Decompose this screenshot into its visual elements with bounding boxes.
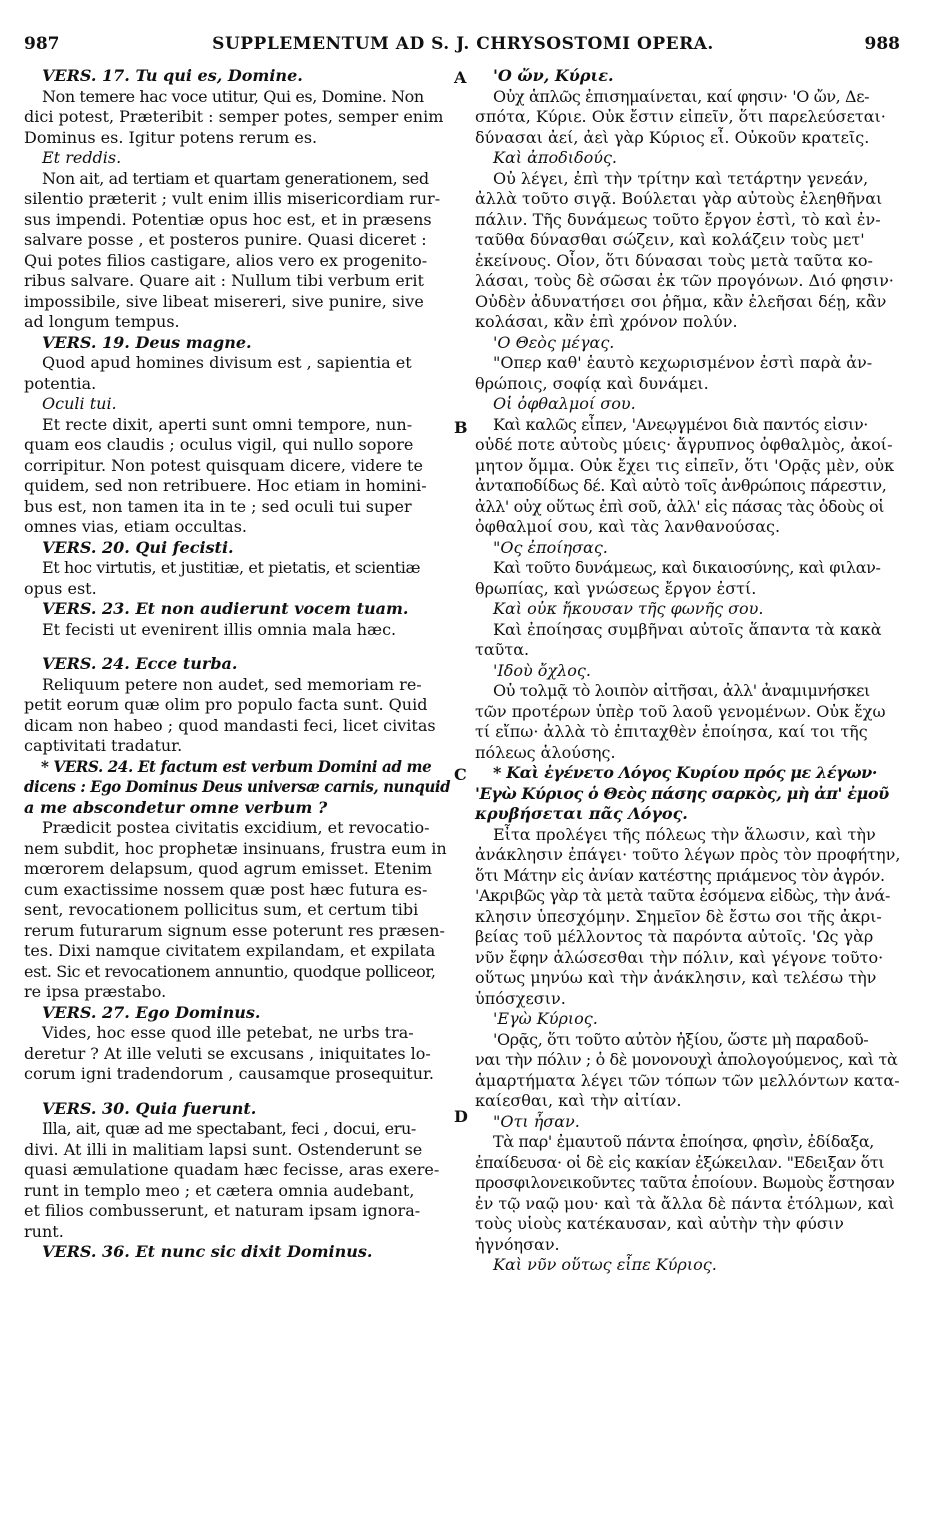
latin-text-line: mœrorem delapsum, quod agrum emisset. Etenim xyxy=(24,859,433,878)
greek-text-line-heading: κρυβήσεται πᾶς Λόγος. xyxy=(475,804,688,823)
latin-text-line: captivitati tradatur. xyxy=(24,736,183,755)
latin-text-line-heading: VERS. 24. Ecce turba. xyxy=(42,654,238,673)
latin-text-line: Non ait, ad tertiam et quartam generationem, sed xyxy=(42,168,429,188)
latin-text-line: quidem, sed non retribuere. Hoc etiam in homini- xyxy=(24,476,427,495)
greek-text-line-heading: 'Ο ὤν, Κύριε. xyxy=(493,66,614,85)
latin-text-line: quam eos claudis ; oculus vigil, qui nullo sopore xyxy=(24,435,414,454)
greek-text-line: Καὶ καλῶς εἶπεν, 'Ανεῳγμένοι διὰ παντός εἰσιν· xyxy=(493,414,868,434)
greek-text-line: 'Ορᾷς, ὅτι τοῦτο αὐτὸν ἠξίου, ὥστε μὴ παραδοῦ- xyxy=(493,1029,869,1049)
latin-text-line: sent, revocationem pollicitus sum, et certum tibi xyxy=(24,900,419,919)
page-number-right: 988 xyxy=(864,34,900,54)
margin-marker-c: C xyxy=(454,765,467,784)
latin-text-line: rerum futurarum signum esse poterunt res præsen- xyxy=(24,920,445,940)
greek-text-line: "Οπερ καθ' ἑαυτὸ κεχωρισμένον ἐστὶ παρὰ ἀν- xyxy=(493,353,873,372)
latin-text-line: et filios combusserunt, et naturam ipsam ignora- xyxy=(24,1201,421,1220)
latin-text-line: deretur ? At ille veluti se excusans , iniquitates lo- xyxy=(24,1043,431,1063)
greek-text-line: πόλεως ἁλούσης. xyxy=(475,742,616,762)
greek-text-line: Τὰ παρ' ἐμαυτοῦ πάντα ἐποίησα, φησὶν, ἐδίδαξα, xyxy=(493,1132,874,1151)
greek-text-line: ἠγνόησαν. xyxy=(475,1234,560,1254)
greek-text-line: 'Ακριβῶς γὰρ τὰ μετὰ ταῦτα ἐσόμενα εἰδὼς, τὴν ἀνά- xyxy=(475,886,890,905)
latin-text-line-heading: * VERS. 24. Et factum est verbum Domini ad me xyxy=(40,756,432,776)
paragraph-gap xyxy=(24,1085,450,1099)
greek-text-line: ἀνταποδίδως δέ. Καὶ αὐτὸ τοῖς ἀνθρώποις πάρεστιν, xyxy=(475,476,887,495)
latin-text-line: Illa, ait, quæ ad me spectabant, feci , docui, eru- xyxy=(42,1119,416,1138)
latin-text-line: potentia. xyxy=(24,373,97,393)
latin-text-line: runt. xyxy=(24,1221,64,1241)
latin-text-line: Vides, hoc esse quod ille petebat, ne urbs tra- xyxy=(42,1023,414,1042)
latin-text-line: Et hoc virtutis, et justitiæ, et pietatis, et scientiæ xyxy=(42,558,421,577)
greek-text-line: ὑπόσχεσιν. xyxy=(475,988,566,1008)
greek-text-line-heading: "Ος ἐποίησας. xyxy=(493,537,608,557)
latin-text-line: Prædicit postea civitatis excidium, et revocatio- xyxy=(42,818,430,837)
greek-text-line: προσφιλονεικοῦντες ταῦτα ἐποίουν. Βωμοὺς ἔστησαν xyxy=(475,1173,895,1192)
latin-text-line: Et fecisti ut evenirent illis omnia mala hæc. xyxy=(42,619,397,639)
greek-text-line-heading: Καὶ νῦν οὕτως εἶπε Κύριος. xyxy=(493,1255,717,1274)
greek-text-line-heading: 'Εγὼ Κύριος. xyxy=(493,1009,598,1028)
greek-text-line: τί εἴπω· ἀλλὰ τὸ ἐπιταχθὲν ἐποίησα, καί τοι τῆς xyxy=(475,722,868,741)
latin-text-line-heading: Et reddis. xyxy=(42,148,122,167)
greek-text-line: ἐκείνους. Οἷον, ὅτι δύνασαι τοὺς μετὰ ταῦτα κο- xyxy=(475,250,873,270)
greek-text-line-heading: Καὶ οὐκ ἤκουσαν τῆς φωνῆς σου. xyxy=(493,599,764,618)
greek-text-line: θρώποις, σοφίᾳ καὶ δυνάμει. xyxy=(475,373,709,393)
latin-text-line: tes. Dixi namque civitatem expilandam, et expilata xyxy=(24,941,436,960)
latin-text-line-heading: VERS. 36. Et nunc sic dixit Dominus. xyxy=(42,1242,373,1261)
greek-text-line-heading: 'Εγὼ Κύριος ὁ Θεὸς πάσης σαρκὸς, μὴ ἀπ' ἐμοῦ xyxy=(475,783,889,803)
latin-text-line: Et recte dixit, aperti sunt omni tempore, nun- xyxy=(42,414,413,434)
latin-text-line: petit eorum quæ olim pro populo facta sunt. Quid xyxy=(24,695,428,714)
greek-text-line: λάσαι, τοὺς δὲ σῶσαι ἐκ τῶν προγόνων. Διό φησιν· xyxy=(475,271,894,290)
greek-text-line-heading: "Οτι ἦσαν. xyxy=(493,1111,580,1131)
latin-text-line: runt in templo meo ; et cætera omnia audebant, xyxy=(24,1180,415,1200)
latin-text-line: cum exactissime nossem quæ post hæc futura es- xyxy=(24,879,428,899)
latin-text-line: Dominus es. Igitur potens rerum es. xyxy=(24,127,318,147)
latin-text-line-heading: VERS. 19. Deus magne. xyxy=(42,332,252,352)
latin-text-line: nem subdit, hoc prophetæ insinuans, frustra eum in xyxy=(24,838,447,858)
greek-text-line: ἐν τῷ ναῷ μου· καὶ τὰ ἄλλα δὲ πάντα ἐτόλμων, καὶ xyxy=(475,1193,895,1213)
greek-text-line: Καὶ ἐποίησας συμβῆναι αὐτοῖς ἅπαντα τὰ κακὰ xyxy=(493,619,882,639)
greek-text-line: Εἶτα προλέγει τῆς πόλεως τὴν ἅλωσιν, καὶ τὴν xyxy=(493,824,876,844)
latin-text-line: corum igni tradendorum , causamque prosequitur. xyxy=(24,1064,434,1083)
latin-column xyxy=(24,66,450,1263)
greek-text-line-heading: Οἱ ὀφθαλμοί σου. xyxy=(493,394,636,413)
latin-text-line-heading: a me abscondetur omne verbum ? xyxy=(24,797,328,817)
greek-text-line: θρωπίας, καὶ γνώσεως ἔργον ἐστί. xyxy=(475,578,757,598)
latin-text-line: impossibile, sive libeat misereri, sive punire, sive xyxy=(24,291,424,311)
greek-text-line: ἐπαίδευσα· οἱ δὲ εἰς κακίαν ἐξώκειλαν. "Εδειξαν ὅτι xyxy=(475,1152,885,1172)
latin-text-line: Reliquum petere non audet, sed memoriam re- xyxy=(42,674,422,694)
greek-text-line: βείας τοῦ μέλλοντος τὰ παρόντα αὐτοῖς. 'Ως γὰρ xyxy=(475,927,874,946)
greek-text-line: οὐδέ ποτε αὐτοὺς μύεις· ἄγρυπνος ὀφθαλμὸς, ἀκοί- xyxy=(475,435,893,454)
greek-text-line: ἁμαρτήματα λέγει τῶν τόπων τῶν μελλόντων κατα- xyxy=(475,1070,900,1090)
greek-text-line: τῶν προτέρων ὑπὲρ τοῦ λαοῦ γενομένων. Οὐκ ἔχω xyxy=(475,701,886,721)
greek-text-line: Οὐ τολμᾷ τὸ λοιπὸν αἰτῆσαι, ἀλλ' ἀναμιμνήσκει xyxy=(493,681,870,700)
margin-marker-a: A xyxy=(454,68,467,87)
greek-text-line: σπότα, Κύριε. Οὐκ ἔστιν εἰπεῖν, ὅτι παρελεύσεται· xyxy=(475,107,886,126)
greek-text-line: ἀλλ' οὐχ οὕτως ἐπὶ σοῦ, ἀλλ' εἰς πάσας τὰς ὁδοὺς οἱ xyxy=(475,496,885,516)
greek-text-line: Οὐχ ἁπλῶς ἐπισημαίνεται, καί φησιν· 'Ο ὤν, Δε- xyxy=(493,86,870,106)
latin-text-line: omnes vias, etiam occultas. xyxy=(24,517,248,536)
greek-text-line: Καὶ τοῦτο δυνάμεως, καὶ δικαιοσύνης, καὶ φιλαν- xyxy=(493,558,881,577)
latin-text-line: salvare posse , et posteros punire. Quasi diceret : xyxy=(24,230,427,249)
paragraph-gap xyxy=(24,640,450,654)
greek-text-line: Οὐ λέγει, ἐπὶ τὴν τρίτην καὶ τετάρτην γενεάν, xyxy=(493,168,869,188)
greek-column xyxy=(475,66,900,1276)
latin-text-line-heading: VERS. 17. Tu qui es, Domine. xyxy=(42,66,303,85)
latin-text-line: Qui potes filios castigare, alios vero ex progenito- xyxy=(24,250,428,270)
greek-text-line: κολάσαι, κἂν ἐπὶ χρόνον πολύν. xyxy=(475,312,738,331)
greek-text-line-heading: 'Ιδοὺ ὄχλος. xyxy=(493,660,591,680)
latin-text-line: corripitur. Non potest quisquam dicere, videre te xyxy=(24,455,423,475)
greek-text-line: ναι τὴν πόλιν ; ὁ δὲ μονονουχὶ ἀπολογούμενος, καὶ τὰ xyxy=(475,1050,898,1069)
running-header: SUPPLEMENTUM AD S. J. CHRYSOSTOMI OPERA. xyxy=(212,34,714,54)
latin-text-line: divi. At illi in malitiam lapsi sunt. Ostenderunt se xyxy=(24,1139,423,1159)
latin-text-line-heading: VERS. 23. Et non audierunt vocem tuam. xyxy=(42,599,409,618)
latin-text-line: bus est, non tamen ita in te ; sed oculi tui super xyxy=(24,496,412,516)
latin-text-line-heading: VERS. 20. Qui fecisti. xyxy=(42,537,234,557)
latin-text-line-heading: VERS. 27. Ego Dominus. xyxy=(42,1002,261,1022)
greek-text-line: καίεσθαι, καὶ τὴν αἰτίαν. xyxy=(475,1091,682,1110)
greek-text-line-heading: 'Ο Θεὸς μέγας. xyxy=(493,332,615,352)
latin-text-line: ad longum tempus. xyxy=(24,312,180,331)
latin-text-line: opus est. xyxy=(24,578,97,598)
greek-text-line: νῦν ἔφην ἁλώσεσθαι τὴν πόλιν, καὶ γέγονε τοῦτο· xyxy=(475,947,884,967)
latin-text-line: silentio præterit ; vult enim illis misericordiam rur- xyxy=(24,189,441,208)
greek-text-line: Οὐδὲν ἀδυνατήσει σοι ῥῆμα, κἂν ἐλεῆσαι δέῃ, κἂν xyxy=(475,291,887,311)
latin-text-line: est. Sic et revocationem annuntio, quodque polliceor, xyxy=(24,961,436,981)
greek-text-line: ταῦτα. xyxy=(475,640,530,659)
greek-text-line: οὕτως μηνύω καὶ τὴν ἀνάκλησιν, καὶ τελέσω τὴν xyxy=(475,968,877,987)
greek-text-line: δύνασαι ἀεί, ἀεὶ γὰρ Κύριος εἶ. Οὐκοῦν κρατεῖς. xyxy=(475,127,870,147)
latin-text-line: Quod apud homines divisum est , sapientia et xyxy=(42,353,412,372)
page-number-left: 987 xyxy=(24,34,60,54)
greek-text-line: ἀνάκλησιν ἐπάγει· τοῦτο λέγων πρὸς τὸν προφήτην, xyxy=(475,845,901,864)
margin-marker-b: B xyxy=(454,418,468,437)
greek-text-line: ὅτι Μάτην εἰς ἀνίαν κατέστης πριάμενος τὸν ἀγρόν. xyxy=(475,865,885,885)
greek-text-line: ταῦθα δύνασθαι σώζειν, καὶ κολάζειν τοὺς μετ' xyxy=(475,230,865,249)
latin-text-line: dicam non habeo ; quod mandasti feci, licet civitas xyxy=(24,715,436,735)
latin-text-line: quasi æmulatione quadam hæc fecisse, aras exere- xyxy=(24,1160,440,1179)
greek-text-line-heading: Καὶ ἀποδιδούς. xyxy=(493,148,618,167)
latin-text-line-heading: Oculi tui. xyxy=(42,394,117,413)
greek-text-line: ὀφθαλμοί σου, καὶ τὰς λανθανούσας. xyxy=(475,517,781,536)
latin-text-line: sus impendi. Potentiæ opus hoc est, et in præsens xyxy=(24,209,432,229)
greek-text-line-heading: * Καὶ ἐγένετο Λόγος Κυρίου πρός με λέγων· xyxy=(493,763,878,782)
latin-text-line: ribus salvare. Quare ait : Nullum tibi verbum erit xyxy=(24,271,424,290)
greek-text-line: ἀλλὰ τοῦτο σιγᾷ. Βούλεται γὰρ αὐτοὺς ἐλεηθῆναι xyxy=(475,189,883,208)
latin-text-line-heading: VERS. 30. Quia fuerunt. xyxy=(42,1098,257,1118)
margin-marker-d: D xyxy=(454,1107,468,1126)
latin-text-line: Non temere hac voce utitur, Qui es, Domine. Non xyxy=(42,86,424,106)
greek-text-line: πάλιν. Τῆς δυνάμεως τοῦτο ἔργον ἐστὶ, τὸ καὶ ἐν- xyxy=(475,209,881,229)
greek-text-line: μητον ὄμμα. Οὐκ ἔχει τις εἰπεῖν, ὅτι 'Ορᾷς μὲν, οὐκ xyxy=(475,455,895,475)
latin-text-line: dici potest, Præteribit : semper potes, semper enim xyxy=(24,107,444,126)
latin-text-line-heading: dicens : Ego Dominus Deus universæ carnis, nunquid xyxy=(24,777,451,796)
greek-text-line: κλησιν ὑπεσχόμην. Σημεῖον δὲ ἔστω σοι τῆς ἀκρι- xyxy=(475,906,882,926)
greek-text-line: τοὺς υἱοὺς κατέκαυσαν, καὶ αὐτὴν τὴν φύσιν xyxy=(475,1214,844,1233)
latin-text-line: re ipsa præstabo. xyxy=(24,982,167,1001)
